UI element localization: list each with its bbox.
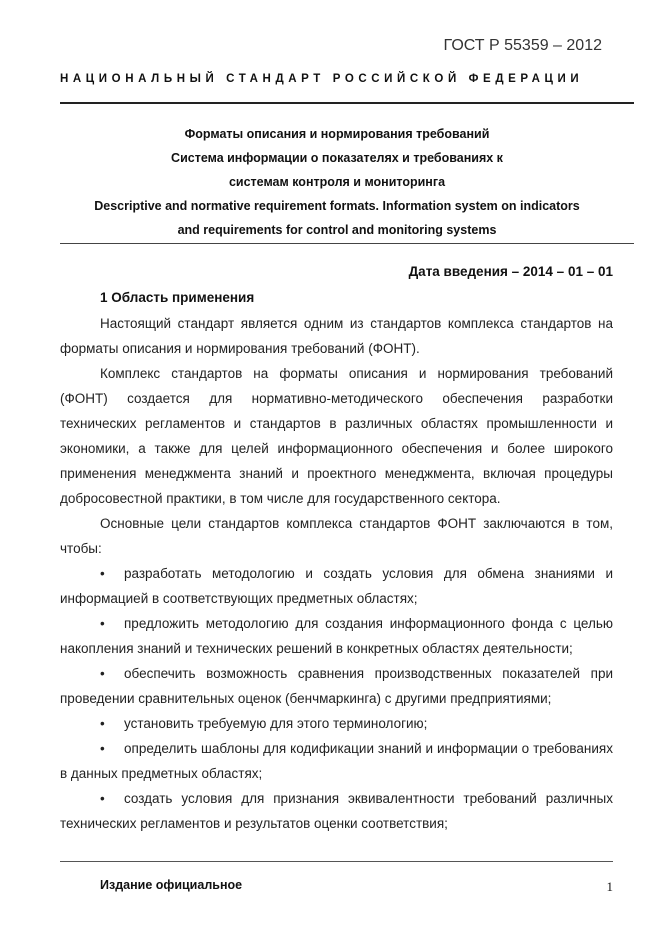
bullet-icon: • [100,616,105,631]
paragraph-1: Настоящий стандарт является одним из стандартов комплекса стандартов на форматы описания и нормирования требований (ФОНТ). [60,316,613,356]
gost-number: ГОСТ Р 55359 – 2012 [443,37,602,54]
bullet-icon: • [100,741,105,756]
list-item [60,661,613,711]
list-item-text: создать условия для признания эквивалентности требований различных технических регламентов и результатов оценки соответствия; [60,791,613,831]
header-divider [60,102,634,104]
national-standard-heading: НАЦИОНАЛЬНЫЙ СТАНДАРТ РОССИЙСКОЙ ФЕДЕРАЦИИ [60,73,584,85]
paragraph-3: Основные цели стандартов комплекса стандартов ФОНТ заключаются в том, чтобы: [60,516,613,556]
title-divider [60,243,634,244]
body-text [60,311,613,836]
paragraph-2: Комплекс стандартов на форматы описания и нормирования требований (ФОНТ) создается для нормативно-методического обеспечения разработки технических регламентов и стандартов в различных областях промышленности и экономики, а также для целей информационного обеспечения и более широкого применения менеджмента знаний и проектного менеджмента, включая процедуры добросовестной практики, в том числе для государственного сектора. [60,366,613,506]
bullet-icon: • [100,791,105,806]
title-ru-line3: системам контроля и мониторинга [228,175,446,189]
list-item-text: установить требуемую для этого терминологию; [124,716,428,731]
list-item [60,611,613,661]
list-item-text: разработать методологию и создать условия для обмена знаниями и информацией в соответствующих предметных областях; [60,566,613,606]
list-item [60,711,613,736]
list-item-text: определить шаблоны для кодификации знаний и информации о требованиях в данных предметных областях; [60,741,613,781]
bullet-icon: • [100,666,105,681]
official-edition-label: Издание официальное [100,878,243,892]
list-item [60,736,613,786]
page-number: 1 [606,879,613,894]
date-of-introduction: Дата введения – 2014 – 01 – 01 [408,264,613,279]
document-titles [40,122,634,242]
title-ru-line2: Система информации о показателях и требованиях к [171,151,503,165]
list-item [60,561,613,611]
title-en-line2: and requirements for control and monitoring systems [177,223,497,237]
bullet-icon: • [100,566,105,581]
bullet-icon: • [100,716,105,731]
title-en-line1: Descriptive and normative requirement formats. Information system on indicators [94,199,580,213]
title-ru-line1: Форматы описания и нормирования требований [184,127,490,141]
footer-divider [60,861,613,862]
list-item-text: обеспечить возможность сравнения производственных показателей при проведении сравнительных оценок (бенчмаркинга) с другими предприятиями; [60,666,613,706]
section-title: 1 Область применения [100,290,255,305]
list-item-text: предложить методологию для создания информационного фонда с целью накопления знаний и технических решений в конкретных областях деятельности; [60,616,613,656]
list-item [60,786,613,836]
